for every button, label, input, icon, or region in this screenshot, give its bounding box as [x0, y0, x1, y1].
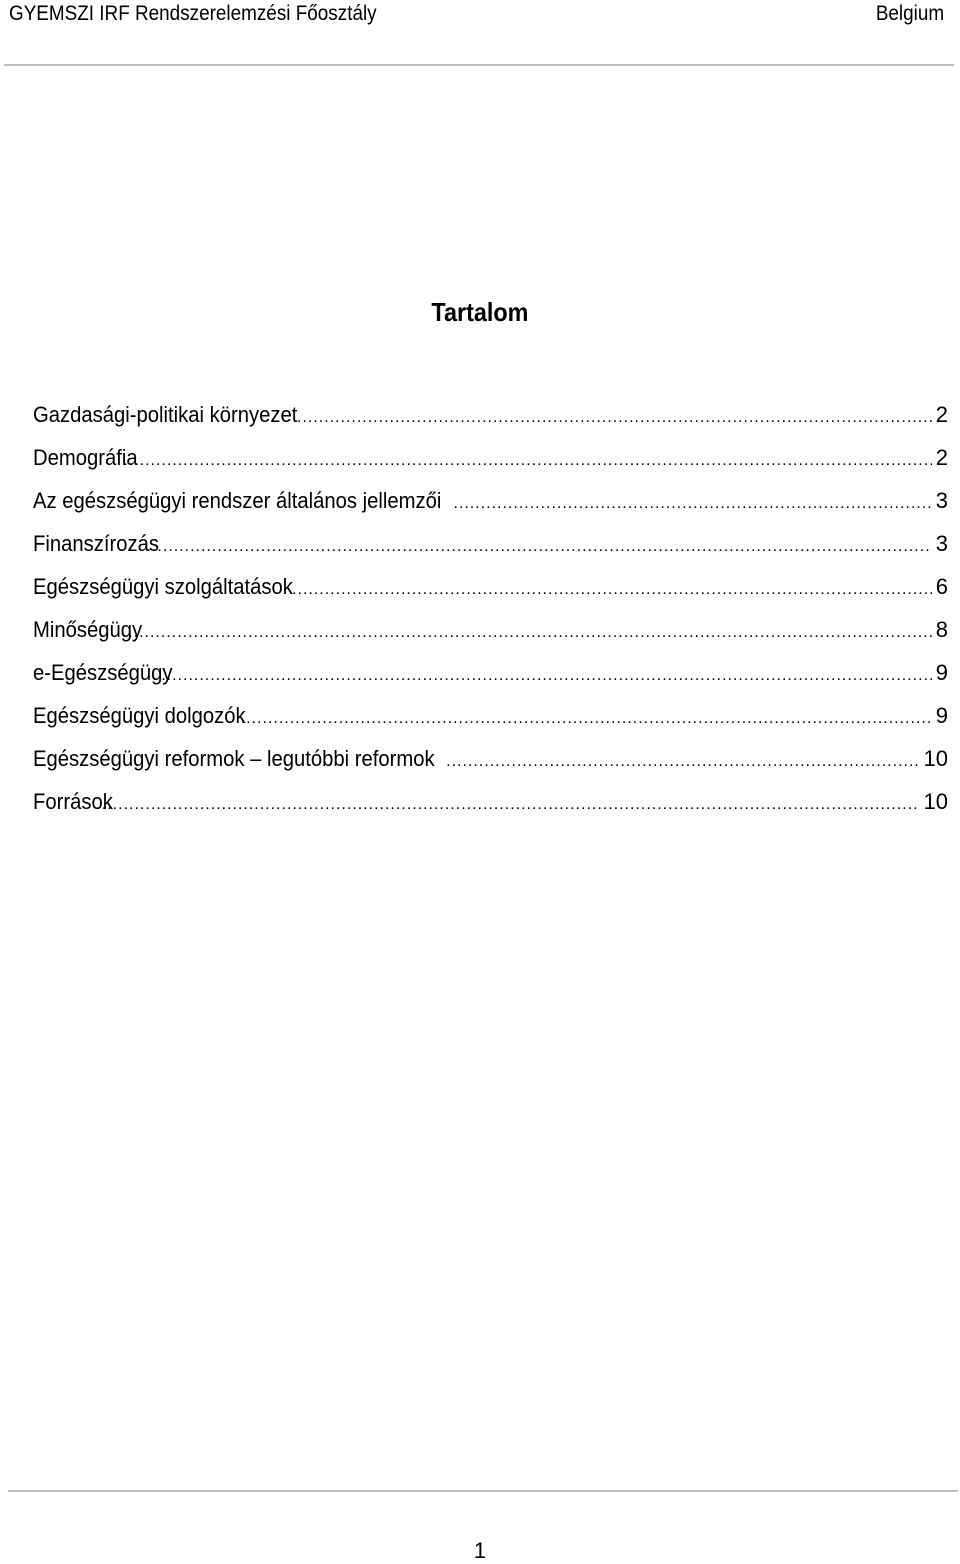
toc-dot-leader	[161, 654, 932, 697]
toc-entry[interactable]	[33, 393, 948, 436]
toc-dot-leader	[241, 697, 932, 740]
toc-entry-page: 9	[935, 660, 948, 685]
toc-entry[interactable]	[33, 780, 948, 823]
toc-entry-label: Az egészségügyi rendszer általános jellemzői	[33, 488, 442, 513]
toc-dot-leader	[96, 783, 919, 826]
toc-dot-leader	[123, 439, 931, 482]
toc-dot-leader	[128, 611, 932, 654]
toc-entry-page: 10	[923, 746, 948, 771]
toc-entry-label: Demográfia	[33, 445, 138, 470]
toc-entry-page: 3	[935, 488, 948, 513]
toc-entry-page: 9	[935, 703, 948, 728]
toc-entry[interactable]	[33, 565, 948, 608]
table-of-contents	[33, 393, 948, 823]
toc-dot-leader	[147, 525, 932, 568]
toc-entry-label: Minőségügy	[33, 617, 143, 642]
toc-entry-label: e-Egészségügy	[33, 660, 173, 685]
toc-entry-page: 3	[935, 531, 948, 556]
toc-entry-label: Egészségügyi szolgáltatások	[33, 574, 293, 599]
toc-entry[interactable]	[33, 436, 948, 479]
page-number: 1	[473, 1538, 487, 1563]
toc-entry[interactable]	[33, 479, 948, 522]
toc-entry[interactable]	[33, 522, 948, 565]
header-department: GYEMSZI IRF Rendszerelemzési Főosztály	[9, 2, 377, 25]
toc-dot-leader	[446, 740, 919, 783]
toc-entry[interactable]	[33, 651, 948, 694]
toc-entry-page: 2	[935, 402, 948, 427]
toc-entry-label: Egészségügyi reformok – legutóbbi reformok	[33, 746, 435, 771]
toc-title: Tartalom	[431, 297, 529, 327]
footer-divider	[8, 1490, 958, 1492]
toc-entry-page: 6	[935, 574, 948, 599]
toc-entry-page: 2	[935, 445, 948, 470]
page-header	[9, 0, 944, 30]
toc-entry-page: 8	[935, 617, 948, 642]
toc-entry[interactable]	[33, 694, 948, 737]
toc-entry-label: Egészségügyi dolgozók	[33, 703, 246, 728]
toc-entry-label: Források	[33, 789, 113, 814]
header-country: Belgium	[875, 2, 945, 25]
toc-entry-label: Finanszírozás	[33, 531, 159, 556]
toc-dot-leader	[297, 396, 932, 439]
toc-dot-leader	[292, 568, 932, 611]
header-divider	[4, 64, 954, 66]
toc-entry[interactable]	[33, 737, 948, 780]
toc-dot-leader	[453, 482, 931, 525]
toc-entry-label: Gazdasági-politikai környezet	[33, 402, 298, 427]
toc-entry[interactable]	[33, 608, 948, 651]
toc-entry-page: 10	[923, 789, 948, 814]
